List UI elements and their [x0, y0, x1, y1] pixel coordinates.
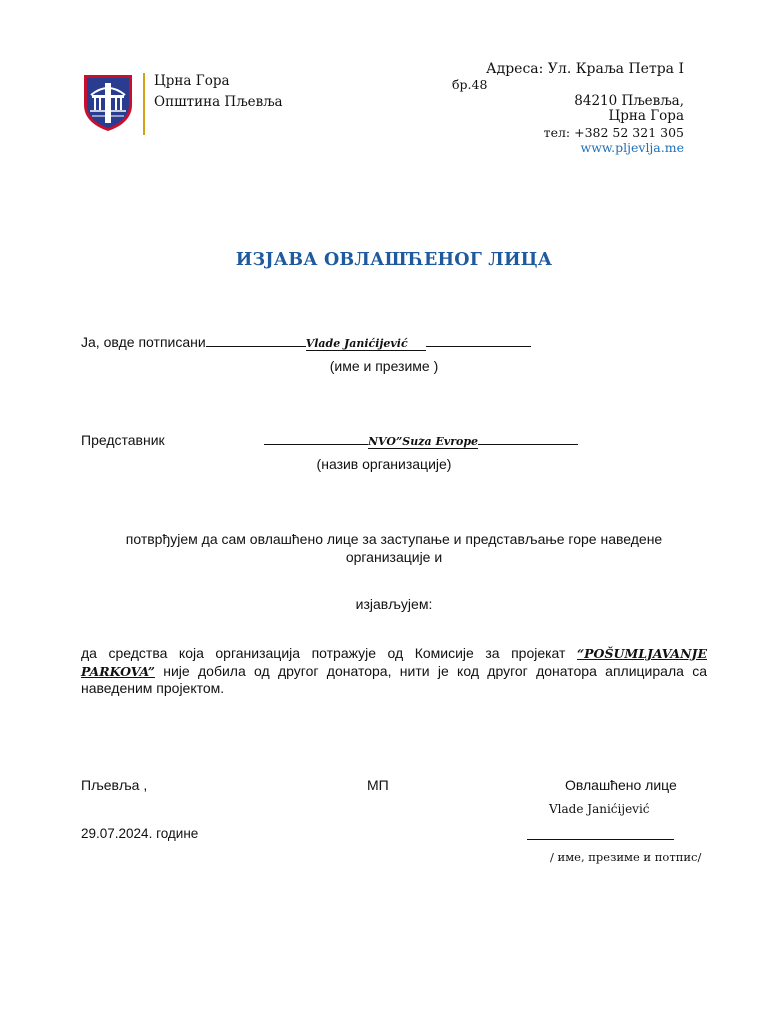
signatory-caption: (име и презиме )	[329, 358, 439, 374]
stamp-label: МП	[367, 777, 389, 793]
project-name: “POŠUMLJAVANJE PARKOVA”	[81, 646, 707, 679]
date-text: 29.07.2024. године	[81, 826, 199, 841]
website-link[interactable]: www.pljevlja.me	[580, 140, 684, 155]
municipality-name: Општина Пљевља	[154, 94, 283, 110]
signatory-name: Vlade Janićijević	[306, 337, 426, 351]
place-label: Пљевља ,	[81, 777, 148, 793]
statement-after: није добила од другог донатора, нити је код другог донатора аплицирала са наведеним пројектом.	[81, 662, 707, 696]
address-number: бр.48	[452, 77, 488, 92]
signatory-line	[81, 334, 531, 351]
blank-line	[264, 432, 368, 445]
blank-line	[478, 432, 578, 445]
representative-label: Представник	[81, 432, 165, 448]
blank-line	[206, 334, 306, 347]
country-line: Црна Гора	[608, 108, 684, 124]
organization-caption: (назив организације)	[316, 456, 452, 472]
signer-name: Vlade Janićijević	[549, 802, 650, 816]
signature-caption: / име, презиме и потпис/	[550, 850, 702, 864]
municipality-crest-logo	[82, 73, 134, 133]
document-title: ИЗЈАВА ОВЛАШЋЕНОГ ЛИЦА	[235, 250, 553, 270]
signature-line	[527, 839, 674, 840]
organization-line	[264, 432, 578, 449]
postal-city: 84210 Пљевља,	[574, 93, 684, 109]
declaration-heading: изјављујем:	[355, 596, 433, 612]
statement-before: да средства која организација потражује од Комисије за пројекат	[81, 645, 577, 661]
header-divider	[143, 73, 145, 135]
confirmation-text: потврђујем да сам овлашћено лице за заступање и представљање горе наведене организације и	[125, 531, 663, 565]
address-line: Адреса: Ул. Краља Петра I	[485, 61, 684, 77]
organization-name: NVO”Suza Evrope	[368, 435, 479, 448]
blank-line	[426, 334, 531, 347]
signatory-prefix: Ја, овде потписани	[81, 334, 206, 350]
statement-paragraph	[81, 645, 707, 698]
phone-number: тел: +382 52 321 305	[543, 125, 684, 140]
authorized-person-label: Овлашћено лице	[565, 777, 677, 793]
country-name: Црна Гора	[154, 73, 230, 89]
